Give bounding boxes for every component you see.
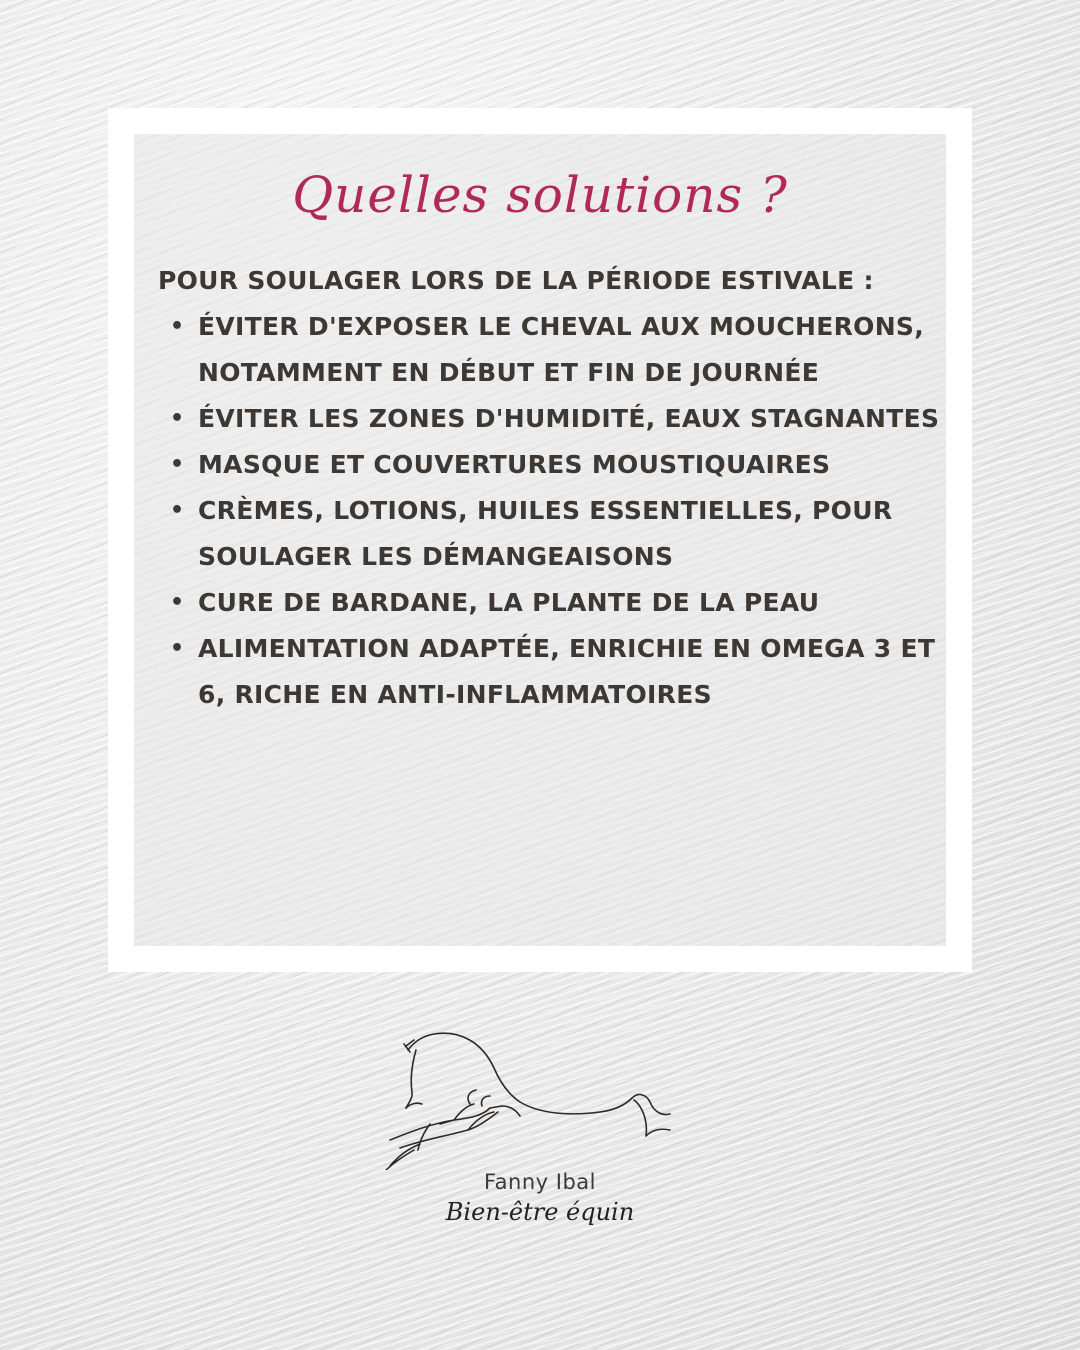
list-item-text: ÉVITER LES ZONES D'HUMIDITÉ, EAUX STAGNANTES (198, 404, 940, 433)
list-item (158, 580, 954, 626)
list-item (158, 626, 954, 718)
solutions-list (158, 304, 954, 718)
list-item (158, 442, 954, 488)
list-item-text: ALIMENTATION ADAPTÉE, ENRICHIE EN OMEGA 3 ET 6, RICHE EN ANTI-INFLAMMATOIRES (198, 634, 936, 709)
list-item (158, 396, 954, 442)
horse-and-hands-sketch-icon (370, 1020, 710, 1170)
bullet-icon: • (170, 452, 185, 477)
card-title: Quelles solutions ? (292, 166, 788, 224)
bullet-icon: • (170, 314, 185, 339)
card-content (158, 258, 954, 718)
brand-name: Fanny Ibal (484, 1170, 596, 1194)
list-item-text: MASQUE ET COUVERTURES MOUSTIQUAIRES (198, 450, 831, 479)
intro-heading: POUR SOULAGER LORS DE LA PÉRIODE ESTIVALE : (158, 266, 874, 295)
bullet-icon: • (170, 406, 185, 431)
list-item-text: ÉVITER D'EXPOSER LE CHEVAL AUX MOUCHERONS, NOTAMMENT EN DÉBUT ET FIN DE JOURNÉE (198, 312, 925, 387)
bullet-icon: • (170, 498, 185, 523)
list-item (158, 488, 954, 580)
list-item-text: CURE DE BARDANE, LA PLANTE DE LA PEAU (198, 588, 820, 617)
bullet-icon: • (170, 590, 185, 615)
bullet-icon: • (170, 636, 185, 661)
list-item (158, 304, 954, 396)
brand-tagline: Bien-être équin (445, 1198, 635, 1226)
list-item-text: CRÈMES, LOTIONS, HUILES ESSENTIELLES, POUR SOULAGER LES DÉMANGEAISONS (198, 496, 893, 571)
brand-logo (370, 1020, 710, 1240)
content-card (108, 108, 972, 972)
